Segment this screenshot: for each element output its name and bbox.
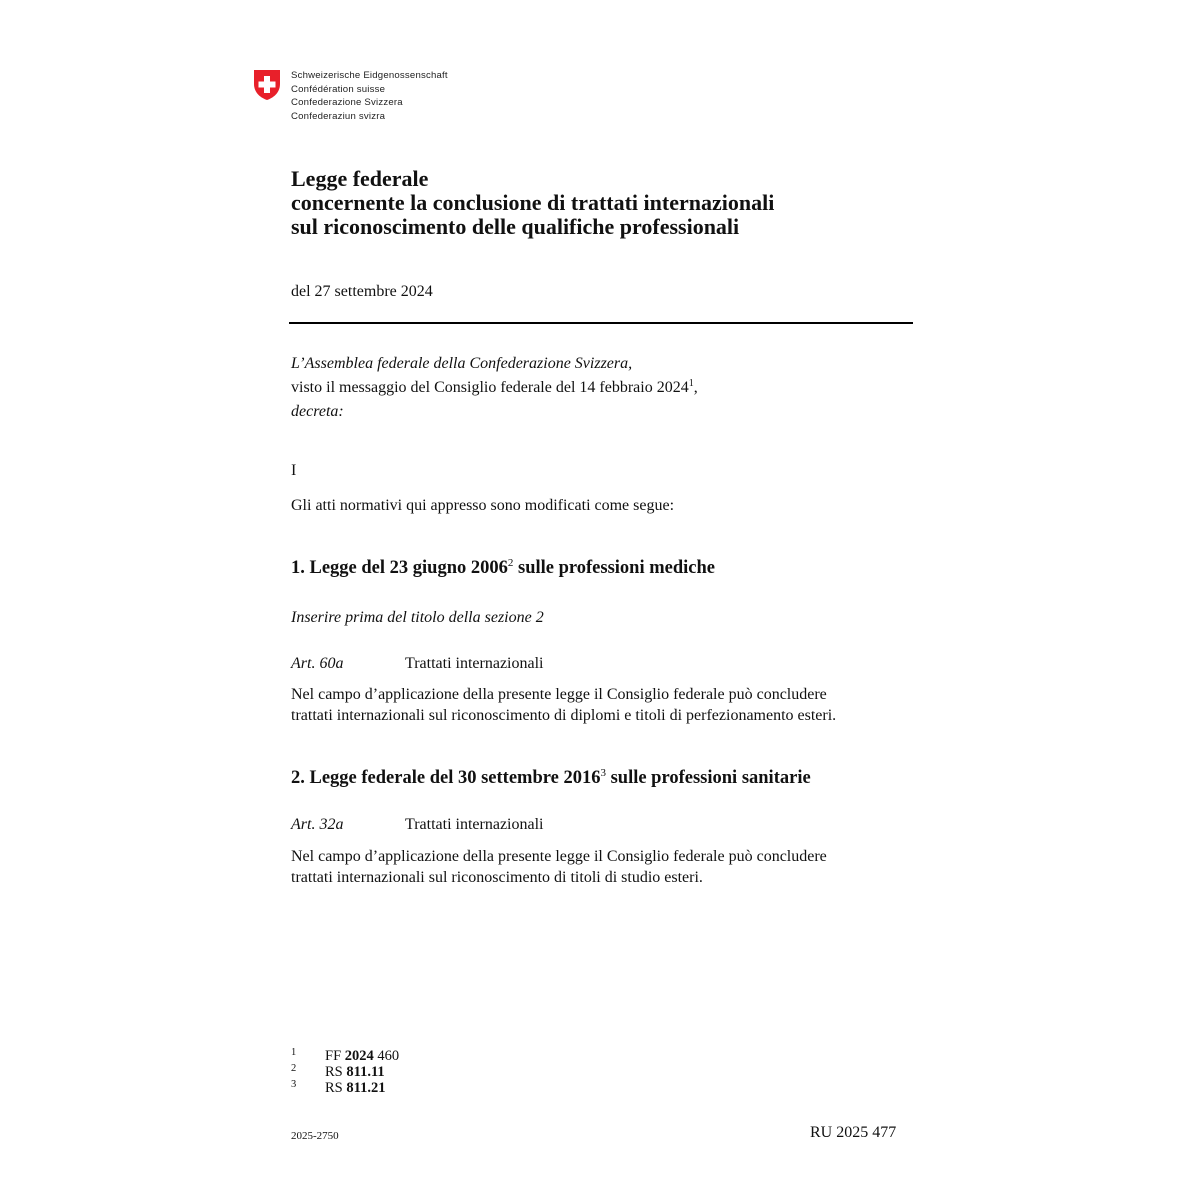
section-heading-text-end: sulle professioni mediche [513,558,715,578]
footnote-number: 2 [291,1063,297,1074]
document-date: del 27 settembre 2024 [291,283,433,300]
article-header [291,816,911,838]
article-text-line: trattati internazionali sul riconoscimento di diplomi e titoli di perfezionamento esteri. [291,707,837,724]
preamble-seen-text: visto il messaggio del Consiglio federale del 14 febbraio 2024 [291,379,689,396]
article-number: Art. 60a [291,655,344,672]
footnote [291,1080,591,1096]
article-title: Trattati internazionali [405,655,544,672]
swiss-crest-icon [253,69,281,101]
article-text [291,684,836,726]
footnote-ref: 2 [507,557,514,569]
section-heading-text: 1. Legge del 23 giugno 2006 [291,558,508,578]
footnote [291,1048,591,1064]
section-heading-text: 2. Legge federale del 30 settembre 2016 [291,768,601,788]
footnote-text [325,1080,385,1096]
confederation-name-fr: Confédération suisse [291,83,386,95]
article-text-line: Nel campo d’applicazione della presente legge il Consiglio federale può concludere [291,686,827,703]
footnote-text [325,1048,399,1064]
article-text-line: trattati internazionali sul riconoscimento di titoli di studio esteri. [291,869,703,886]
title-line: concernente la conclusione di trattati internazionali [291,190,775,215]
confederation-names [291,69,448,123]
footnote-prefix: FF [325,1048,345,1064]
title-divider [289,322,913,324]
article-header [291,655,911,677]
document-title [291,167,774,239]
footnotes [291,1048,591,1096]
section-heading-text-end: sulle professioni sanitarie [605,768,811,788]
confederation-name-de: Schweizerische Eidgenossenschaft [291,70,448,81]
footnote-prefix: RS [325,1064,347,1080]
section-heading [291,768,811,789]
footnote-ref: 1 [688,378,694,389]
confederation-name-it: Confederazione Svizzera [291,97,403,109]
footnote-suffix: 460 [373,1048,400,1064]
section-heading [291,558,715,579]
preamble-seen-end: , [693,379,698,396]
article-title: Trattati internazionali [405,816,544,833]
document-id: 2025-2750 [291,1130,339,1142]
preamble-decree: decreta: [291,403,344,420]
official-compilation-reference: RU 2025 477 [810,1124,897,1141]
intro-text: Gli atti normativi qui appresso sono modificati come segue: [291,497,675,514]
article-text-line: Nel campo d’applicazione della presente legge il Consiglio federale può concludere [291,848,827,865]
footnote-text [325,1064,385,1080]
title-line: sul riconoscimento delle qualifiche professionali [291,214,740,239]
preamble [291,352,698,424]
section-numeral: I [291,462,297,479]
footnote-ref: 3 [600,767,606,779]
title-line: Legge federale [291,166,429,191]
footnote-number: 3 [291,1079,297,1090]
amendment-instruction: Inserire prima del titolo della sezione 2 [291,609,544,626]
preamble-seen [291,376,698,400]
footnote-citation: 2024 [344,1048,374,1064]
footnote-number: 1 [291,1047,297,1058]
footnote [291,1064,591,1080]
footnote-citation: 811.21 [346,1080,386,1096]
preamble-assembly: L’Assemblea federale della Confederazione Svizzera, [291,355,633,372]
article-number: Art. 32a [291,816,344,833]
footnote-citation: 811.11 [346,1064,385,1080]
confederation-name-rm: Confederaziun svizra [291,110,386,122]
footnote-prefix: RS [325,1080,347,1096]
article-text [291,846,827,888]
